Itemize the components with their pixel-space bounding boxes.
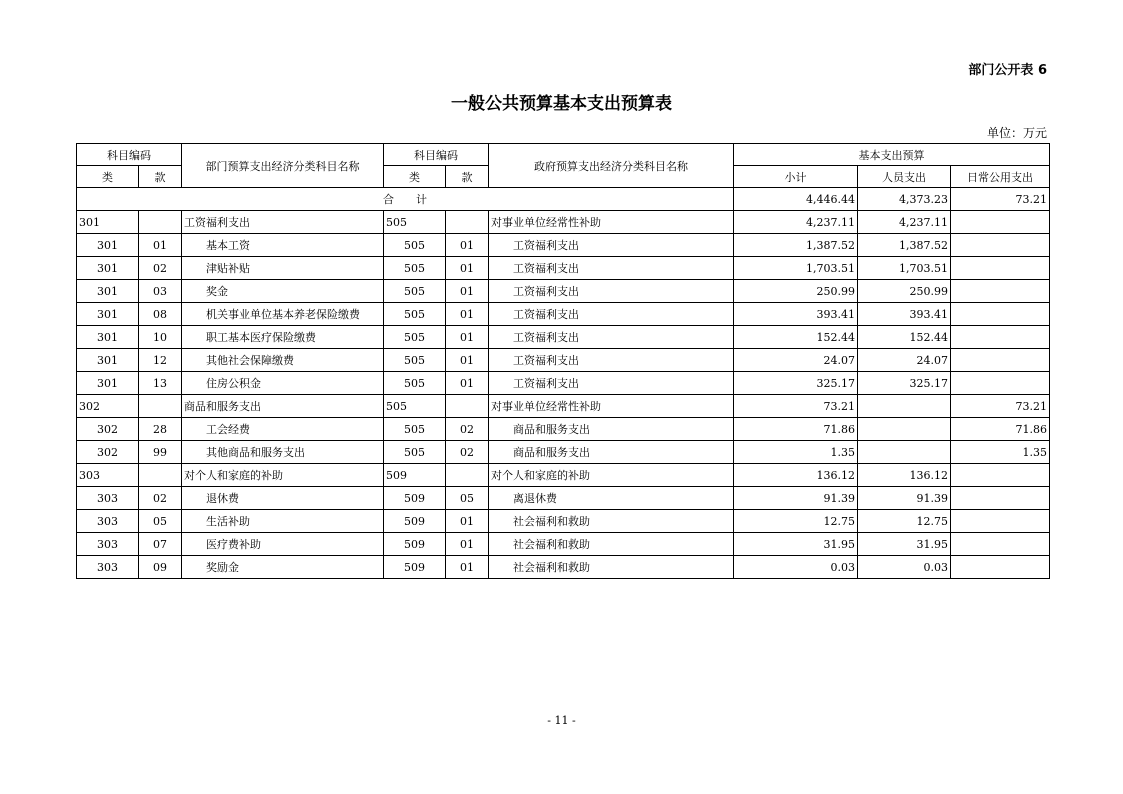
- cell-gov-name: 商品和服务支出: [489, 441, 734, 464]
- cell-personnel: 4,237.11: [858, 211, 951, 234]
- cell-lei: 302: [77, 441, 139, 464]
- cell-lei: 303: [77, 533, 139, 556]
- unit-label: 单位：万元: [986, 126, 1047, 140]
- cell-gov-lei: 505: [384, 395, 446, 418]
- cell-gov-kuan: 01: [446, 349, 489, 372]
- cell-gov-kuan: 01: [446, 280, 489, 303]
- cell-gov-kuan: 01: [446, 257, 489, 280]
- cell-kuan: [139, 211, 182, 234]
- cell-gov-kuan: 01: [446, 234, 489, 257]
- header-daily: 日常公用支出: [951, 166, 1050, 188]
- cell-lei: 303: [77, 556, 139, 579]
- cell-gov-kuan: 01: [446, 326, 489, 349]
- cell-lei: 303: [77, 464, 139, 487]
- header-dept-name: 部门预算支出经济分类科目名称: [182, 144, 384, 188]
- cell-gov-lei: 505: [384, 211, 446, 234]
- total-daily: 73.21: [951, 188, 1050, 211]
- cell-kuan: [139, 464, 182, 487]
- table-row: [77, 556, 1050, 579]
- cell-daily: [951, 257, 1050, 280]
- cell-dept-name: 医疗费补助: [182, 533, 384, 556]
- cell-dept-name: 住房公积金: [182, 372, 384, 395]
- cell-dept-name: 基本工资: [182, 234, 384, 257]
- cell-subtotal: 71.86: [734, 418, 858, 441]
- cell-gov-lei: 509: [384, 533, 446, 556]
- table-row: [77, 326, 1050, 349]
- cell-kuan: 09: [139, 556, 182, 579]
- cell-gov-lei: 505: [384, 418, 446, 441]
- cell-daily: 71.86: [951, 418, 1050, 441]
- cell-personnel: 136.12: [858, 464, 951, 487]
- cell-subtotal: 250.99: [734, 280, 858, 303]
- cell-gov-name: 离退休费: [489, 487, 734, 510]
- cell-subtotal: 4,237.11: [734, 211, 858, 234]
- cell-gov-name: 工资福利支出: [489, 326, 734, 349]
- total-subtotal: 4,446.44: [734, 188, 858, 211]
- cell-subtotal: 1,387.52: [734, 234, 858, 257]
- cell-daily: 73.21: [951, 395, 1050, 418]
- cell-gov-kuan: [446, 464, 489, 487]
- cell-gov-lei: 509: [384, 464, 446, 487]
- header-subject-code: 科目编码: [77, 144, 182, 166]
- cell-subtotal: 12.75: [734, 510, 858, 533]
- page-title: 一般公共预算基本支出预算表: [451, 94, 672, 114]
- cell-subtotal: 1,703.51: [734, 257, 858, 280]
- cell-gov-name: 商品和服务支出: [489, 418, 734, 441]
- cell-lei: 301: [77, 372, 139, 395]
- cell-personnel: 250.99: [858, 280, 951, 303]
- cell-dept-name: 机关事业单位基本养老保险缴费: [182, 303, 384, 326]
- cell-gov-lei: 505: [384, 326, 446, 349]
- cell-personnel: 24.07: [858, 349, 951, 372]
- cell-personnel: 1,387.52: [858, 234, 951, 257]
- cell-gov-name: 对个人和家庭的补助: [489, 464, 734, 487]
- cell-kuan: 03: [139, 280, 182, 303]
- cell-gov-lei: 505: [384, 303, 446, 326]
- cell-dept-name: 对个人和家庭的补助: [182, 464, 384, 487]
- cell-daily: [951, 280, 1050, 303]
- cell-gov-name: 工资福利支出: [489, 280, 734, 303]
- cell-gov-name: 工资福利支出: [489, 234, 734, 257]
- table-row: [77, 257, 1050, 280]
- cell-dept-name: 工会经费: [182, 418, 384, 441]
- cell-gov-lei: 505: [384, 441, 446, 464]
- cell-personnel: [858, 418, 951, 441]
- cell-kuan: 05: [139, 510, 182, 533]
- cell-kuan: [139, 395, 182, 418]
- cell-dept-name: 其他社会保障缴费: [182, 349, 384, 372]
- total-personnel: 4,373.23: [858, 188, 951, 211]
- cell-gov-kuan: 01: [446, 510, 489, 533]
- cell-dept-name: 生活补助: [182, 510, 384, 533]
- cell-daily: [951, 533, 1050, 556]
- cell-gov-kuan: [446, 395, 489, 418]
- cell-gov-kuan: [446, 211, 489, 234]
- cell-lei: 302: [77, 395, 139, 418]
- cell-gov-lei: 505: [384, 372, 446, 395]
- cell-gov-kuan: 01: [446, 533, 489, 556]
- total-label: 合 计: [77, 188, 734, 211]
- cell-personnel: 0.03: [858, 556, 951, 579]
- cell-daily: [951, 211, 1050, 234]
- cell-dept-name: 奖励金: [182, 556, 384, 579]
- cell-gov-name: 社会福利和救助: [489, 510, 734, 533]
- cell-personnel: 1,703.51: [858, 257, 951, 280]
- header-kuan: 款: [139, 166, 182, 188]
- page-number: - 11 -: [547, 714, 576, 727]
- cell-dept-name: 工资福利支出: [182, 211, 384, 234]
- cell-gov-lei: 505: [384, 349, 446, 372]
- cell-lei: 301: [77, 303, 139, 326]
- cell-dept-name: 其他商品和服务支出: [182, 441, 384, 464]
- cell-daily: [951, 326, 1050, 349]
- header-gov-name: 政府预算支出经济分类科目名称: [489, 144, 734, 188]
- cell-daily: [951, 487, 1050, 510]
- cell-kuan: 02: [139, 257, 182, 280]
- table-row: [77, 280, 1050, 303]
- cell-gov-kuan: 01: [446, 556, 489, 579]
- cell-gov-name: 对事业单位经常性补助: [489, 211, 734, 234]
- cell-dept-name: 退休费: [182, 487, 384, 510]
- table-row: [77, 303, 1050, 326]
- cell-gov-name: 工资福利支出: [489, 257, 734, 280]
- header-gov-lei: 类: [384, 166, 446, 188]
- cell-gov-lei: 505: [384, 280, 446, 303]
- cell-personnel: 31.95: [858, 533, 951, 556]
- doc-label: 部门公开表 6: [968, 63, 1047, 78]
- cell-subtotal: 393.41: [734, 303, 858, 326]
- cell-daily: [951, 510, 1050, 533]
- cell-gov-kuan: 01: [446, 303, 489, 326]
- cell-subtotal: 136.12: [734, 464, 858, 487]
- cell-daily: [951, 464, 1050, 487]
- total-row: [77, 188, 1050, 211]
- cell-gov-name: 社会福利和救助: [489, 533, 734, 556]
- cell-kuan: 08: [139, 303, 182, 326]
- cell-kuan: 10: [139, 326, 182, 349]
- table-row: [77, 510, 1050, 533]
- cell-kuan: 99: [139, 441, 182, 464]
- cell-personnel: 393.41: [858, 303, 951, 326]
- cell-gov-kuan: 02: [446, 441, 489, 464]
- cell-gov-lei: 509: [384, 556, 446, 579]
- cell-personnel: [858, 441, 951, 464]
- cell-daily: [951, 556, 1050, 579]
- cell-gov-name: 工资福利支出: [489, 303, 734, 326]
- cell-gov-lei: 509: [384, 510, 446, 533]
- cell-kuan: 12: [139, 349, 182, 372]
- table-row: [77, 372, 1050, 395]
- cell-personnel: 152.44: [858, 326, 951, 349]
- cell-lei: 301: [77, 349, 139, 372]
- table-row: [77, 487, 1050, 510]
- cell-lei: 303: [77, 487, 139, 510]
- cell-gov-name: 社会福利和救助: [489, 556, 734, 579]
- cell-subtotal: 73.21: [734, 395, 858, 418]
- cell-kuan: 02: [139, 487, 182, 510]
- cell-gov-name: 对事业单位经常性补助: [489, 395, 734, 418]
- cell-gov-lei: 505: [384, 234, 446, 257]
- header-personnel: 人员支出: [858, 166, 951, 188]
- header-lei: 类: [77, 166, 139, 188]
- cell-gov-kuan: 02: [446, 418, 489, 441]
- cell-dept-name: 商品和服务支出: [182, 395, 384, 418]
- cell-kuan: 07: [139, 533, 182, 556]
- table-row: [77, 418, 1050, 441]
- cell-subtotal: 0.03: [734, 556, 858, 579]
- header-gov-kuan: 款: [446, 166, 489, 188]
- cell-lei: 301: [77, 211, 139, 234]
- cell-subtotal: 24.07: [734, 349, 858, 372]
- table-group-row: [77, 211, 1050, 234]
- budget-table: [76, 143, 1050, 579]
- cell-subtotal: 325.17: [734, 372, 858, 395]
- cell-lei: 301: [77, 257, 139, 280]
- cell-gov-kuan: 05: [446, 487, 489, 510]
- table-group-row: [77, 464, 1050, 487]
- cell-personnel: 91.39: [858, 487, 951, 510]
- cell-lei: 301: [77, 326, 139, 349]
- cell-lei: 301: [77, 234, 139, 257]
- cell-subtotal: 31.95: [734, 533, 858, 556]
- cell-gov-name: 工资福利支出: [489, 372, 734, 395]
- cell-dept-name: 职工基本医疗保险缴费: [182, 326, 384, 349]
- cell-lei: 302: [77, 418, 139, 441]
- cell-kuan: 28: [139, 418, 182, 441]
- cell-kuan: 13: [139, 372, 182, 395]
- cell-daily: [951, 372, 1050, 395]
- cell-daily: [951, 303, 1050, 326]
- header-subtotal: 小计: [734, 166, 858, 188]
- header-row-1: [77, 144, 1050, 166]
- cell-subtotal: 91.39: [734, 487, 858, 510]
- cell-gov-lei: 509: [384, 487, 446, 510]
- table-group-row: [77, 395, 1050, 418]
- cell-daily: [951, 234, 1050, 257]
- header-basic-budget: 基本支出预算: [734, 144, 1050, 166]
- cell-personnel: 325.17: [858, 372, 951, 395]
- cell-personnel: 12.75: [858, 510, 951, 533]
- table-row: [77, 533, 1050, 556]
- cell-kuan: 01: [139, 234, 182, 257]
- table-row: [77, 441, 1050, 464]
- cell-daily: [951, 349, 1050, 372]
- cell-subtotal: 152.44: [734, 326, 858, 349]
- cell-gov-kuan: 01: [446, 372, 489, 395]
- table-row: [77, 349, 1050, 372]
- cell-dept-name: 奖金: [182, 280, 384, 303]
- cell-personnel: [858, 395, 951, 418]
- cell-gov-lei: 505: [384, 257, 446, 280]
- header-gov-code: 科目编码: [384, 144, 489, 166]
- cell-lei: 303: [77, 510, 139, 533]
- cell-dept-name: 津贴补贴: [182, 257, 384, 280]
- cell-daily: 1.35: [951, 441, 1050, 464]
- cell-lei: 301: [77, 280, 139, 303]
- cell-gov-name: 工资福利支出: [489, 349, 734, 372]
- cell-subtotal: 1.35: [734, 441, 858, 464]
- table-row: [77, 234, 1050, 257]
